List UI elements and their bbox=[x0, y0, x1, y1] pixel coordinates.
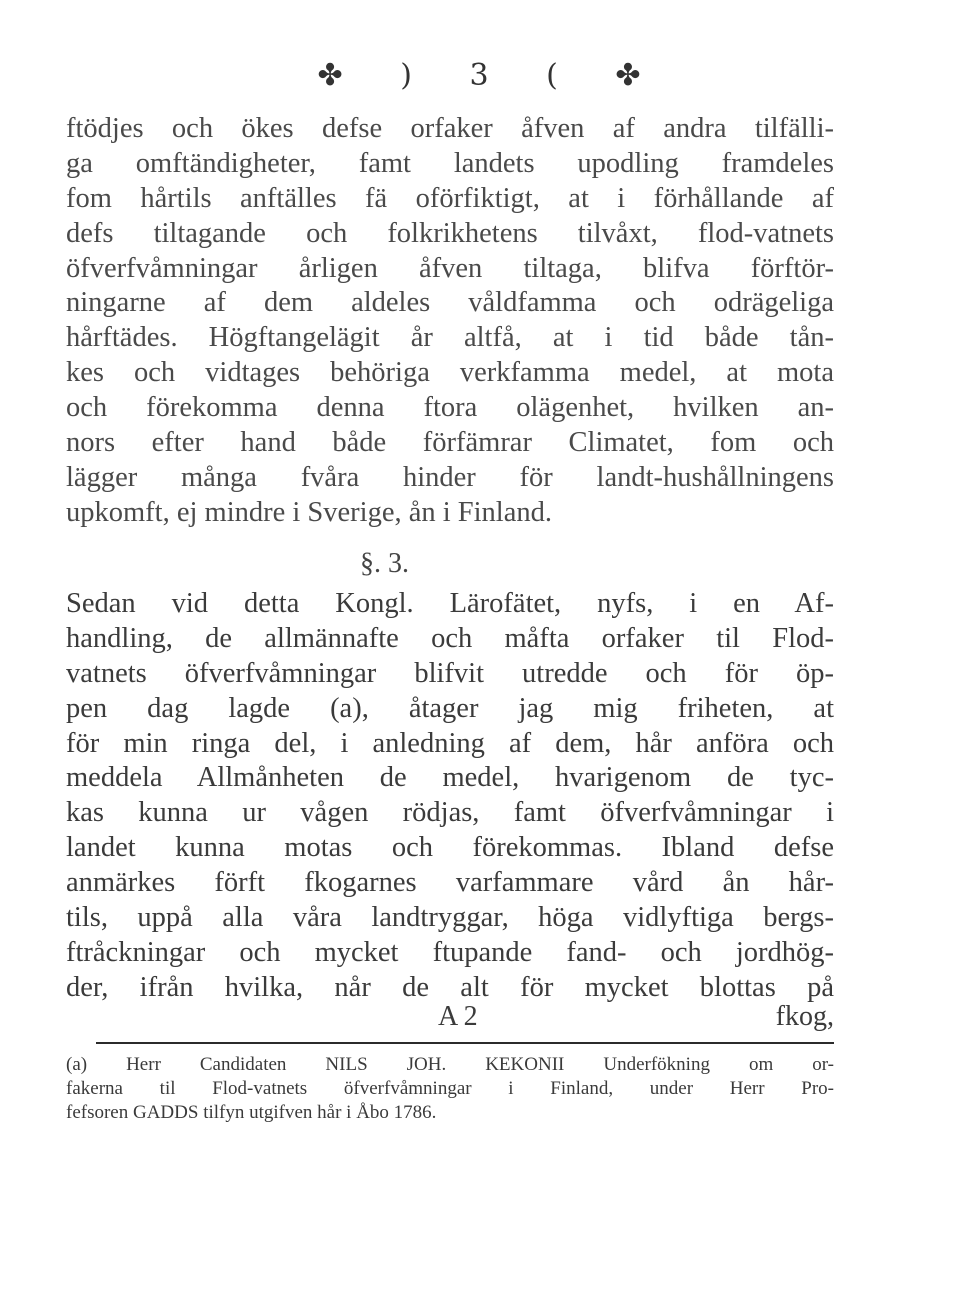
footnote-line: (a) Herr Candidaten NILS JOH. KEKONII Underfökning om or- bbox=[66, 1054, 834, 1075]
text-line: hårftädes. Högftangelägit år altfå, at i tid både tån- bbox=[66, 322, 834, 354]
text-line: ningarne af dem aldeles våldfamma och odrägeliga bbox=[66, 287, 834, 319]
text-line: defs tiltagande och folkrikhetens tilvåxt, flod-vatnets bbox=[66, 217, 834, 249]
text-line: ftödjes och ökes defse orfaker åfven af andra tilfälli- bbox=[66, 113, 834, 144]
text-line: och förekomma denna ftora olägenhet, hvilken an- bbox=[66, 392, 834, 424]
text-line: ftråckningar och mycket ftupande fand- och jordhög- bbox=[66, 936, 834, 968]
text-line: lägger många fvåra hinder för landt-hushållningens bbox=[66, 461, 834, 493]
signature-mark: A 2 bbox=[438, 1001, 478, 1032]
text-line: anmärkes förft fkogarnes varfammare vård ån hår- bbox=[66, 867, 834, 899]
page-number: 3 bbox=[469, 58, 491, 93]
right-ornament-icon: ✤ bbox=[615, 58, 643, 93]
header-paren-left: ) bbox=[400, 58, 414, 93]
text-line: pen dag lagde (a), åtager jag mig friheten, at bbox=[66, 692, 834, 724]
text-line: fom hårtils anftälles fä oförfiktigt, at i förhållande af bbox=[66, 182, 834, 214]
text-line: öfverfvåmningar årligen åfven tiltaga, blifva förftör- bbox=[66, 252, 834, 284]
text-line: landet kunna motas och förekommas. Ibland defse bbox=[66, 832, 834, 864]
text-line: tils, uppå alla våra landtryggar, höga vidlyftiga bergs- bbox=[66, 902, 834, 934]
header-paren-right: ( bbox=[546, 58, 560, 93]
footnote bbox=[66, 1053, 834, 1125]
footnote-divider bbox=[96, 1042, 834, 1044]
text-line: handling, de allmännafte och måfta orfaker til Flod- bbox=[66, 622, 834, 654]
paragraph-1 bbox=[66, 112, 834, 531]
text-line: der, ifrån hvilka, når de alt för mycket blottas på bbox=[66, 971, 834, 1003]
text-line: upkomft, ej mindre i Sverige, ån i Finland. bbox=[66, 496, 553, 528]
catchword: fkog, bbox=[775, 1001, 834, 1032]
text-line: kas kunna ur vågen rödjas, famt öfverfvåmningar i bbox=[66, 797, 834, 829]
text-line: för min ringa del, i anledning af dem, hår anföra och bbox=[66, 727, 834, 759]
text-line: nors efter hand både förfämrar Climatet, fom och bbox=[66, 427, 834, 459]
footnote-line: fefsoren GADDS tilfyn utgifven hår i Åbo 1786. bbox=[66, 1102, 437, 1123]
text-line: Sedan vid detta Kongl. Lärofätet, nyfs, i en Af- bbox=[66, 588, 834, 619]
text-line: vatnets öfverfvåmningar blifvit utredde och för öp- bbox=[66, 657, 834, 689]
section-heading: §. 3. bbox=[360, 548, 409, 579]
footnote-line: fakerna til Flod-vatnets öfverfvåmningar i Finland, under Herr Pro- bbox=[66, 1078, 834, 1099]
text-line: kes och vidtages behöriga verkfamma medel, at mota bbox=[66, 357, 834, 389]
text-line: meddela Allmånheten de medel, hvarigenom de tyc- bbox=[66, 762, 834, 794]
running-header bbox=[0, 58, 960, 93]
text-line: ga omftändigheter, famt landets upodling framdeles bbox=[66, 147, 834, 179]
paragraph-2 bbox=[66, 587, 834, 1006]
left-ornament-icon: ✤ bbox=[317, 58, 345, 93]
